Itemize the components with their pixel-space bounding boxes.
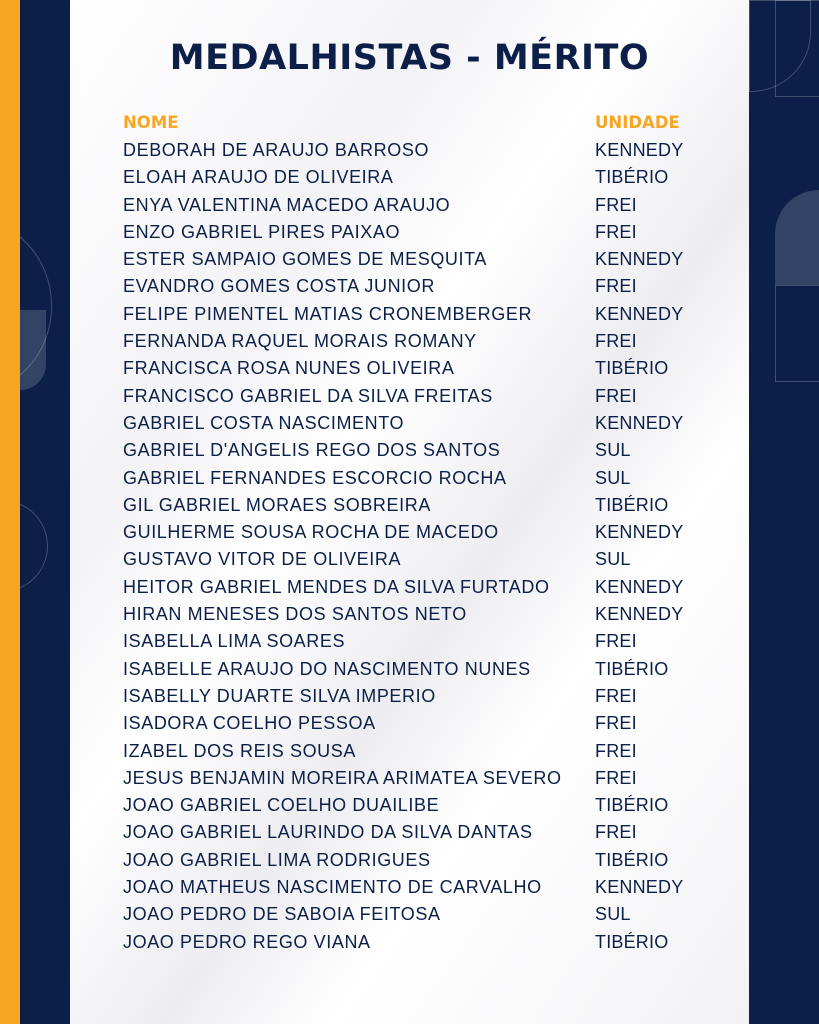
list-item [70, 383, 749, 410]
list-item [70, 465, 749, 492]
list-item [70, 683, 749, 710]
list-item [70, 656, 749, 683]
list-item [70, 246, 749, 273]
list-item [70, 192, 749, 219]
medalist-name: ENYA VALENTINA MACEDO ARAUJO [123, 194, 451, 215]
medalist-unit: KENNEDY [595, 303, 684, 324]
list-item [70, 738, 749, 765]
list-item [70, 164, 749, 191]
right-decorative-band [749, 0, 819, 1024]
medalist-name: JOAO GABRIEL LAURINDO DA SILVA DANTAS [123, 822, 533, 843]
medalist-unit: FREI [595, 822, 637, 843]
medalist-unit: FREI [595, 194, 637, 215]
list-item [70, 792, 749, 819]
list-item [70, 492, 749, 519]
medalist-unit: KENNEDY [595, 412, 684, 433]
medalist-unit: SUL [595, 904, 631, 925]
medalist-name: GUILHERME SOUSA ROCHA DE MACEDO [123, 522, 499, 543]
page-title: MEDALHISTAS - MÉRITO [169, 38, 650, 78]
medalist-unit: FREI [595, 221, 637, 242]
accent-stripe [0, 0, 20, 1024]
list-item [70, 301, 749, 328]
list-item [70, 273, 749, 300]
medalist-name: ESTER SAMPAIO GOMES DE MESQUITA [123, 249, 487, 270]
medalist-name: FRANCISCO GABRIEL DA SILVA FREITAS [123, 385, 493, 406]
medalist-name: JESUS BENJAMIN MOREIRA ARIMATEA SEVERO [123, 767, 562, 788]
list-item [70, 328, 749, 355]
medalist-name: IZABEL DOS REIS SOUSA [123, 740, 356, 761]
medalist-unit: TIBÉRIO [595, 167, 669, 188]
medalist-name: GABRIEL FERNANDES ESCORCIO ROCHA [123, 467, 507, 488]
column-header-unit: UNIDADE [595, 113, 680, 132]
medalist-unit: FREI [595, 276, 637, 297]
medalist-name: HEITOR GABRIEL MENDES DA SILVA FURTADO [123, 576, 550, 597]
list-item [70, 929, 749, 956]
right-mid-square [775, 285, 819, 382]
medalist-unit: TIBÉRIO [595, 494, 669, 515]
medalist-unit: KENNEDY [595, 604, 684, 625]
medalist-name: FRANCISCA ROSA NUNES OLIVEIRA [123, 358, 455, 379]
medalist-unit: TIBÉRIO [595, 849, 669, 870]
list-item [70, 437, 749, 464]
list-item [70, 355, 749, 382]
medalist-name: JOAO PEDRO DE SABOIA FEITOSA [123, 904, 441, 925]
medalist-unit: KENNEDY [595, 877, 684, 898]
list-item [70, 874, 749, 901]
column-header-name: NOME [123, 113, 179, 132]
medalist-unit: FREI [595, 767, 637, 788]
medalist-unit: KENNEDY [595, 140, 684, 160]
medalist-name: ISABELLE ARAUJO DO NASCIMENTO NUNES [123, 658, 531, 679]
list-item [70, 765, 749, 792]
medalist-name: JOAO GABRIEL COELHO DUAILIBE [123, 795, 440, 816]
list-item [70, 710, 749, 737]
left-decorative-band [20, 0, 70, 1024]
medalist-name: ENZO GABRIEL PIRES PAIXAO [123, 221, 401, 242]
medalist-unit: FREI [595, 631, 637, 652]
medalist-name: ISABELLY DUARTE SILVA IMPERIO [123, 685, 436, 706]
medalist-name: HIRAN MENESES DOS SANTOS NETO [123, 604, 467, 625]
list-item [70, 546, 749, 573]
medalist-name: FERNANDA RAQUEL MORAIS ROMANY [123, 331, 477, 352]
list-item [70, 819, 749, 846]
medalist-unit: TIBÉRIO [595, 658, 669, 679]
medalist-name: FELIPE PIMENTEL MATIAS CRONEMBERGER [123, 303, 533, 324]
medalist-name: GABRIEL D'ANGELIS REGO DOS SANTOS [123, 440, 501, 461]
medalist-list [70, 137, 749, 956]
medalist-unit: SUL [595, 467, 631, 488]
medalist-name: GIL GABRIEL MORAES SOBREIRA [123, 494, 431, 515]
left-quarter-shape [20, 310, 46, 390]
right-quarter-shape [775, 190, 819, 285]
list-item [70, 219, 749, 246]
medalist-name: DEBORAH DE ARAUJO BARROSO [123, 140, 430, 160]
list-item [70, 628, 749, 655]
left-small-arc [20, 500, 48, 592]
medalist-unit: TIBÉRIO [595, 931, 669, 952]
medalist-name: GABRIEL COSTA NASCIMENTO [123, 412, 405, 433]
medalist-name: EVANDRO GOMES COSTA JUNIOR [123, 276, 435, 297]
medalist-name: ISABELLA LIMA SOARES [123, 631, 346, 652]
medalist-name: JOAO GABRIEL LIMA RODRIGUES [123, 849, 431, 870]
medalist-unit: TIBÉRIO [595, 358, 669, 379]
medalist-unit: KENNEDY [595, 249, 684, 270]
list-item [70, 519, 749, 546]
medalist-unit: FREI [595, 713, 637, 734]
list-item [70, 410, 749, 437]
medalist-unit: FREI [595, 740, 637, 761]
medalist-unit: SUL [595, 549, 631, 570]
list-item [70, 137, 749, 164]
list-item [70, 901, 749, 928]
list-item [70, 574, 749, 601]
list-item [70, 601, 749, 628]
medalist-unit: FREI [595, 385, 637, 406]
medalist-name: JOAO PEDRO REGO VIANA [123, 931, 371, 952]
medalist-unit: KENNEDY [595, 522, 684, 543]
medalist-name: GUSTAVO VITOR DE OLIVEIRA [123, 549, 402, 570]
medalist-unit: TIBÉRIO [595, 795, 669, 816]
medalist-unit: SUL [595, 440, 631, 461]
medalist-unit: KENNEDY [595, 576, 684, 597]
medalist-unit: FREI [595, 331, 637, 352]
medalist-name: ISADORA COELHO PESSOA [123, 713, 376, 734]
list-item [70, 847, 749, 874]
medalist-name: ELOAH ARAUJO DE OLIVEIRA [123, 167, 394, 188]
medalist-name: JOAO MATHEUS NASCIMENTO DE CARVALHO [123, 877, 542, 898]
content-panel [70, 0, 749, 1024]
medalist-unit: FREI [595, 685, 637, 706]
